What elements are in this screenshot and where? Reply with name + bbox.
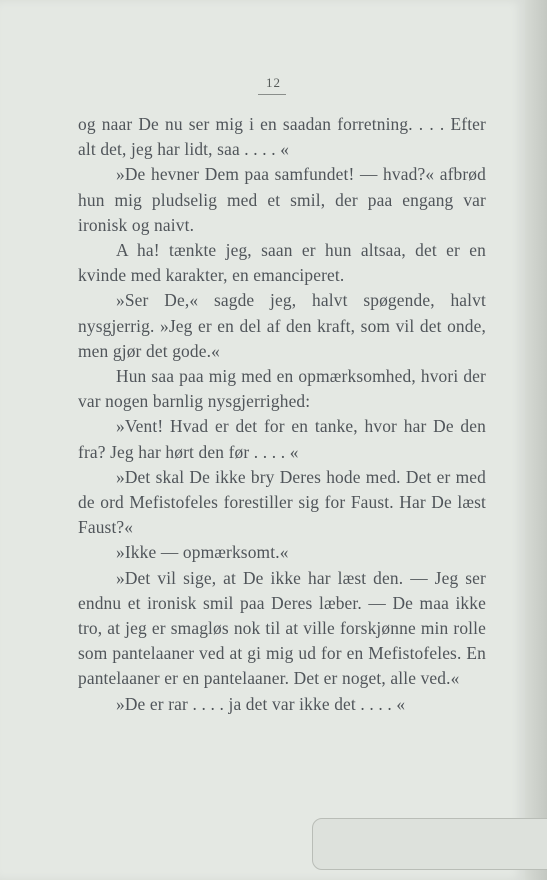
paragraph: »Det skal De ikke bry Deres hode med. Det er med de ord Mefistofeles forestiller sig for Faust. Har De læst Faust?«	[78, 466, 486, 538]
paragraph: »De er rar . . . . ja det var ikke det . . . . «	[116, 693, 406, 714]
page-edge	[525, 0, 547, 880]
paragraph: Hun saa paa mig med en opmærksomhed, hvori der var nogen barnlig nysgjerrighed:	[78, 366, 486, 412]
paragraph: »Vent! Hvad er det for en tanke, hvor har De den fra? Jeg har hørt den før . . . . «	[78, 416, 486, 462]
page-number-rule	[258, 94, 286, 95]
paragraph: »Ikke — opmærksomt.«	[116, 542, 289, 563]
page-number: 12	[266, 75, 281, 90]
body-text	[78, 112, 486, 717]
paragraph: »Det vil sige, at De ikke har læst den. — Jeg ser endnu et ironisk smil paa Deres læber. — De maa ikke tro, at jeg er smagløs nok til at ville forskjønne min rolle som pantelaaner ved at gi mig ud for en Mefistofeles. En pantelaaner er en pantelaaner. Det er noget, alle ved.«	[78, 567, 486, 689]
paragraph: »Ser De,« sagde jeg, halvt spøgende, halvt nysgjerrig. »Jeg er en del af den kraft, som vil det onde, men gjør det gode.«	[78, 290, 486, 361]
paragraph: »De hevner Dem paa samfundet! — hvad?« afbrød hun mig pludselig med et smil, der paa engang var ironisk og naivt.	[78, 164, 486, 235]
scan-tab-outline	[312, 818, 547, 870]
paragraph: og naar De nu ser mig i en saadan forretning. . . . Efter alt det, jeg har lidt, saa . . . . «	[78, 114, 486, 160]
paragraph: A ha! tænkte jeg, saan er hun altsaa, det er en kvinde med karakter, en emanciperet.	[78, 240, 486, 286]
